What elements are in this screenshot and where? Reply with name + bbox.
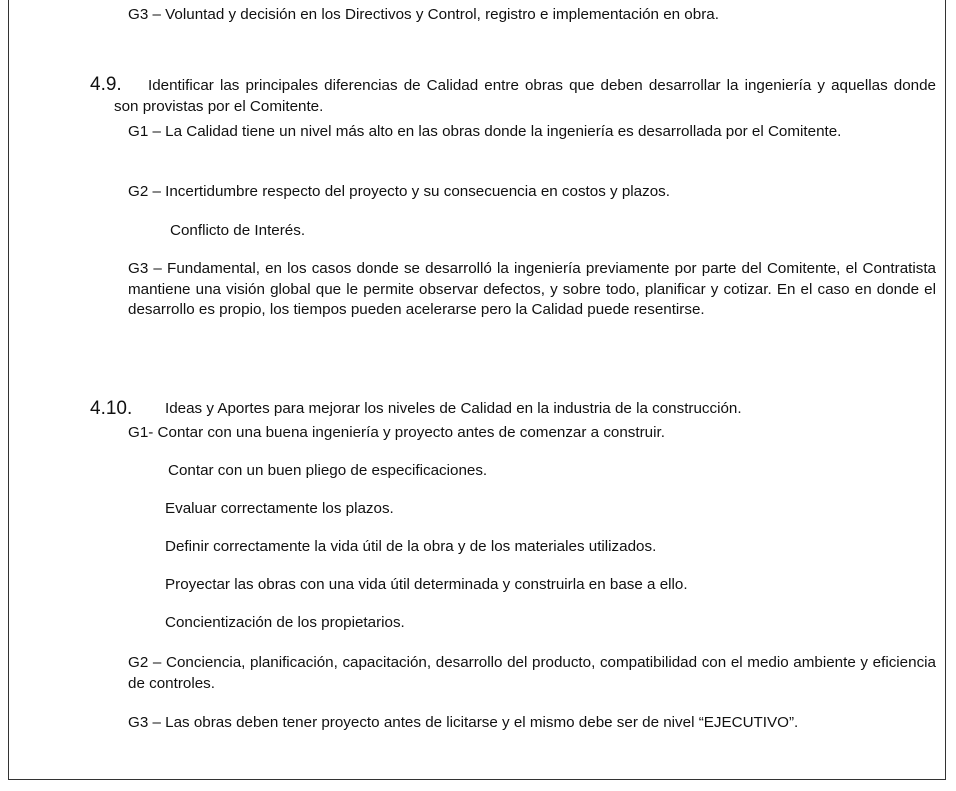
section-4-9-g3: G3 – Fundamental, en los casos donde se desarrolló la ingeniería previamente por parte del Comitente, el Contratista mantiene una visión global que le permite observar defectos, y sobre todo, planificar y cotizar. En el caso en donde el desarrollo es propio, los tiempos pueden acelerarse pero la Calidad puede resentirse. [128,260,936,318]
section-4-9-g2-conflict: Conflicto de Interés. [170,222,306,239]
section-4-9-number: 4.9. [90,74,122,95]
g1-item: Proyectar las obras con una vida útil determinada y construirla en base a ello. [165,576,688,593]
top-g3-answer: G3 – Voluntad y decisión en los Directivos y Control, registro e implementación en obra. [128,6,719,23]
section-4-9-g2: G2 – Incertidumbre respecto del proyecto y su consecuencia en costos y plazos. [128,183,670,200]
section-4-10-g1: G1- Contar con una buena ingeniería y proyecto antes de comenzar a construir. [128,424,665,441]
g1-item: Contar con un buen pliego de especificaciones. [168,462,488,479]
g1-item: Concientización de los propietarios. [165,614,405,631]
g1-item: Evaluar correctamente los plazos. [165,500,394,517]
section-4-10-g2: G2 – Conciencia, planificación, capacitación, desarrollo del producto, compatibilidad con el medio ambiente y eficiencia de controles. [128,654,936,692]
g1-item: Definir correctamente la vida útil de la obra y de los materiales utilizados. [165,538,657,555]
section-4-10-g3: G3 – Las obras deben tener proyecto antes de licitarse y el mismo debe ser de nivel “EJECUTIVO”. [128,714,799,731]
section-4-9-title: Identificar las principales diferencias de Calidad entre obras que deben desarrollar la ingeniería y aquellas donde son provistas por el Comitente. [114,77,936,115]
section-4-9-g1: G1 – La Calidad tiene un nivel más alto en las obras donde la ingeniería es desarrollada por el Comitente. [128,123,842,140]
section-4-10-title: Ideas y Aportes para mejorar los niveles de Calidad en la industria de la construcción. [165,400,742,417]
section-4-10-number: 4.10. [90,398,133,419]
